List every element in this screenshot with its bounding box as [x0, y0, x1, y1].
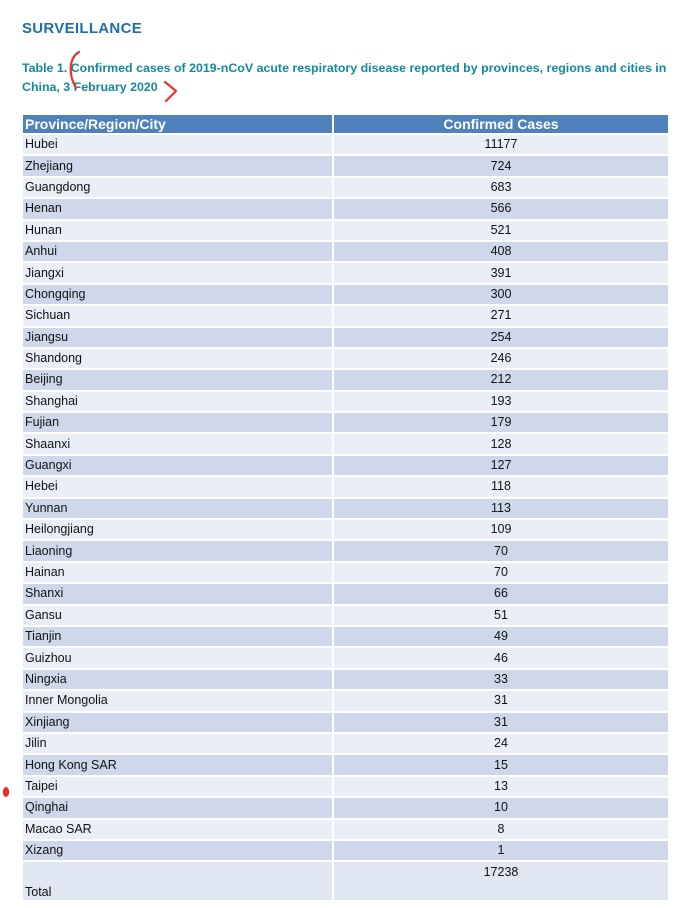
table-header-row — [23, 115, 668, 133]
cases-cell: 254 — [334, 328, 668, 347]
province-cell: Gansu — [23, 606, 332, 625]
province-cell: Hubei — [23, 135, 332, 154]
cases-cell: 109 — [334, 520, 668, 539]
province-cell: Shandong — [23, 349, 332, 368]
table-row — [23, 135, 668, 154]
table-row — [23, 499, 668, 518]
cases-cell: 212 — [334, 370, 668, 389]
province-cell: Qinghai — [23, 798, 332, 817]
table-row — [23, 370, 668, 389]
caption-text-line1: Confirmed cases of 2019-nCoV acute respiratory disease reported by provinces, regions and cities in — [70, 61, 667, 75]
table-row — [23, 221, 668, 240]
cases-cell: 724 — [334, 156, 668, 175]
cases-cell: 66 — [334, 584, 668, 603]
cases-cell: 70 — [334, 541, 668, 560]
cases-cell: 683 — [334, 178, 668, 197]
cases-cell: 51 — [334, 606, 668, 625]
province-cell: Fujian — [23, 413, 332, 432]
total-cases: 17238 — [334, 862, 668, 900]
province-cell: Beijing — [23, 370, 332, 389]
cases-cell: 8 — [334, 820, 668, 839]
total-row — [23, 862, 668, 900]
red-dot-margin-icon — [1, 785, 11, 799]
cases-cell: 127 — [334, 456, 668, 475]
cases-cell: 33 — [334, 670, 668, 689]
table-row — [23, 520, 668, 539]
table-row — [23, 456, 668, 475]
cases-cell: 521 — [334, 221, 668, 240]
table-row — [23, 798, 668, 817]
table-row — [23, 563, 668, 582]
section-title: SURVEILLANCE — [22, 20, 143, 37]
cases-cell: 246 — [334, 349, 668, 368]
cases-cell: 113 — [334, 499, 668, 518]
table-row — [23, 691, 668, 710]
total-label: Total — [23, 862, 332, 900]
province-cell: Henan — [23, 199, 332, 218]
cases-cell: 11177 — [334, 135, 668, 154]
table-row — [23, 477, 668, 496]
province-cell: Hong Kong SAR — [23, 755, 332, 774]
cases-cell: 24 — [334, 734, 668, 753]
table-row — [23, 413, 668, 432]
table-row — [23, 156, 668, 175]
province-cell: Shaanxi — [23, 434, 332, 453]
province-cell: Sichuan — [23, 306, 332, 325]
cases-cell: 193 — [334, 392, 668, 411]
cases-cell: 128 — [334, 434, 668, 453]
province-cell: Chongqing — [23, 285, 332, 304]
caption-text-line2: China, 3 February 2020 — [22, 80, 158, 94]
province-cell: Jiangxi — [23, 263, 332, 282]
table-row — [23, 734, 668, 753]
province-cell: Hebei — [23, 477, 332, 496]
table-row — [23, 306, 668, 325]
table-row — [23, 820, 668, 839]
province-cell: Shanxi — [23, 584, 332, 603]
cases-cell: 10 — [334, 798, 668, 817]
table-row — [23, 199, 668, 218]
header-confirmed-cases: Confirmed Cases — [334, 115, 668, 133]
province-cell: Tianjin — [23, 627, 332, 646]
province-cell: Ningxia — [23, 670, 332, 689]
province-cell: Zhejiang — [23, 156, 332, 175]
header-province: Province/Region/City — [23, 115, 332, 133]
table-row — [23, 606, 668, 625]
confirmed-cases-table — [21, 113, 670, 902]
province-cell: Inner Mongolia — [23, 691, 332, 710]
cases-cell: 271 — [334, 306, 668, 325]
cases-cell: 15 — [334, 755, 668, 774]
cases-cell: 118 — [334, 477, 668, 496]
cases-cell: 70 — [334, 563, 668, 582]
table-row — [23, 841, 668, 860]
province-cell: Anhui — [23, 242, 332, 261]
table-row — [23, 648, 668, 667]
table-row — [23, 670, 668, 689]
province-cell: Yunnan — [23, 499, 332, 518]
cases-cell: 391 — [334, 263, 668, 282]
province-cell: Liaoning — [23, 541, 332, 560]
province-cell: Hunan — [23, 221, 332, 240]
table-row — [23, 285, 668, 304]
province-cell: Xizang — [23, 841, 332, 860]
province-cell: Xinjiang — [23, 713, 332, 732]
province-cell: Heilongjiang — [23, 520, 332, 539]
cases-cell: 300 — [334, 285, 668, 304]
province-cell: Shanghai — [23, 392, 332, 411]
cases-cell: 31 — [334, 691, 668, 710]
province-cell: Jilin — [23, 734, 332, 753]
cases-cell: 408 — [334, 242, 668, 261]
cases-cell: 13 — [334, 777, 668, 796]
table-row — [23, 434, 668, 453]
province-cell: Taipei — [23, 777, 332, 796]
caption-label: Table 1. — [22, 61, 68, 75]
cases-cell: 1 — [334, 841, 668, 860]
province-cell: Jiangsu — [23, 328, 332, 347]
table-row — [23, 755, 668, 774]
table-row — [23, 328, 668, 347]
table-row — [23, 777, 668, 796]
table-caption — [22, 59, 690, 97]
cases-cell: 46 — [334, 648, 668, 667]
table-row — [23, 627, 668, 646]
table-row — [23, 713, 668, 732]
table-row — [23, 178, 668, 197]
table-row — [23, 584, 668, 603]
cases-cell: 49 — [334, 627, 668, 646]
province-cell: Guangxi — [23, 456, 332, 475]
province-cell: Macao SAR — [23, 820, 332, 839]
province-cell: Guangdong — [23, 178, 332, 197]
cases-cell: 566 — [334, 199, 668, 218]
province-cell: Guizhou — [23, 648, 332, 667]
table-row — [23, 242, 668, 261]
cases-cell: 31 — [334, 713, 668, 732]
cases-cell: 179 — [334, 413, 668, 432]
province-cell: Hainan — [23, 563, 332, 582]
table-row — [23, 349, 668, 368]
table-row — [23, 392, 668, 411]
table-row — [23, 263, 668, 282]
table-row — [23, 541, 668, 560]
